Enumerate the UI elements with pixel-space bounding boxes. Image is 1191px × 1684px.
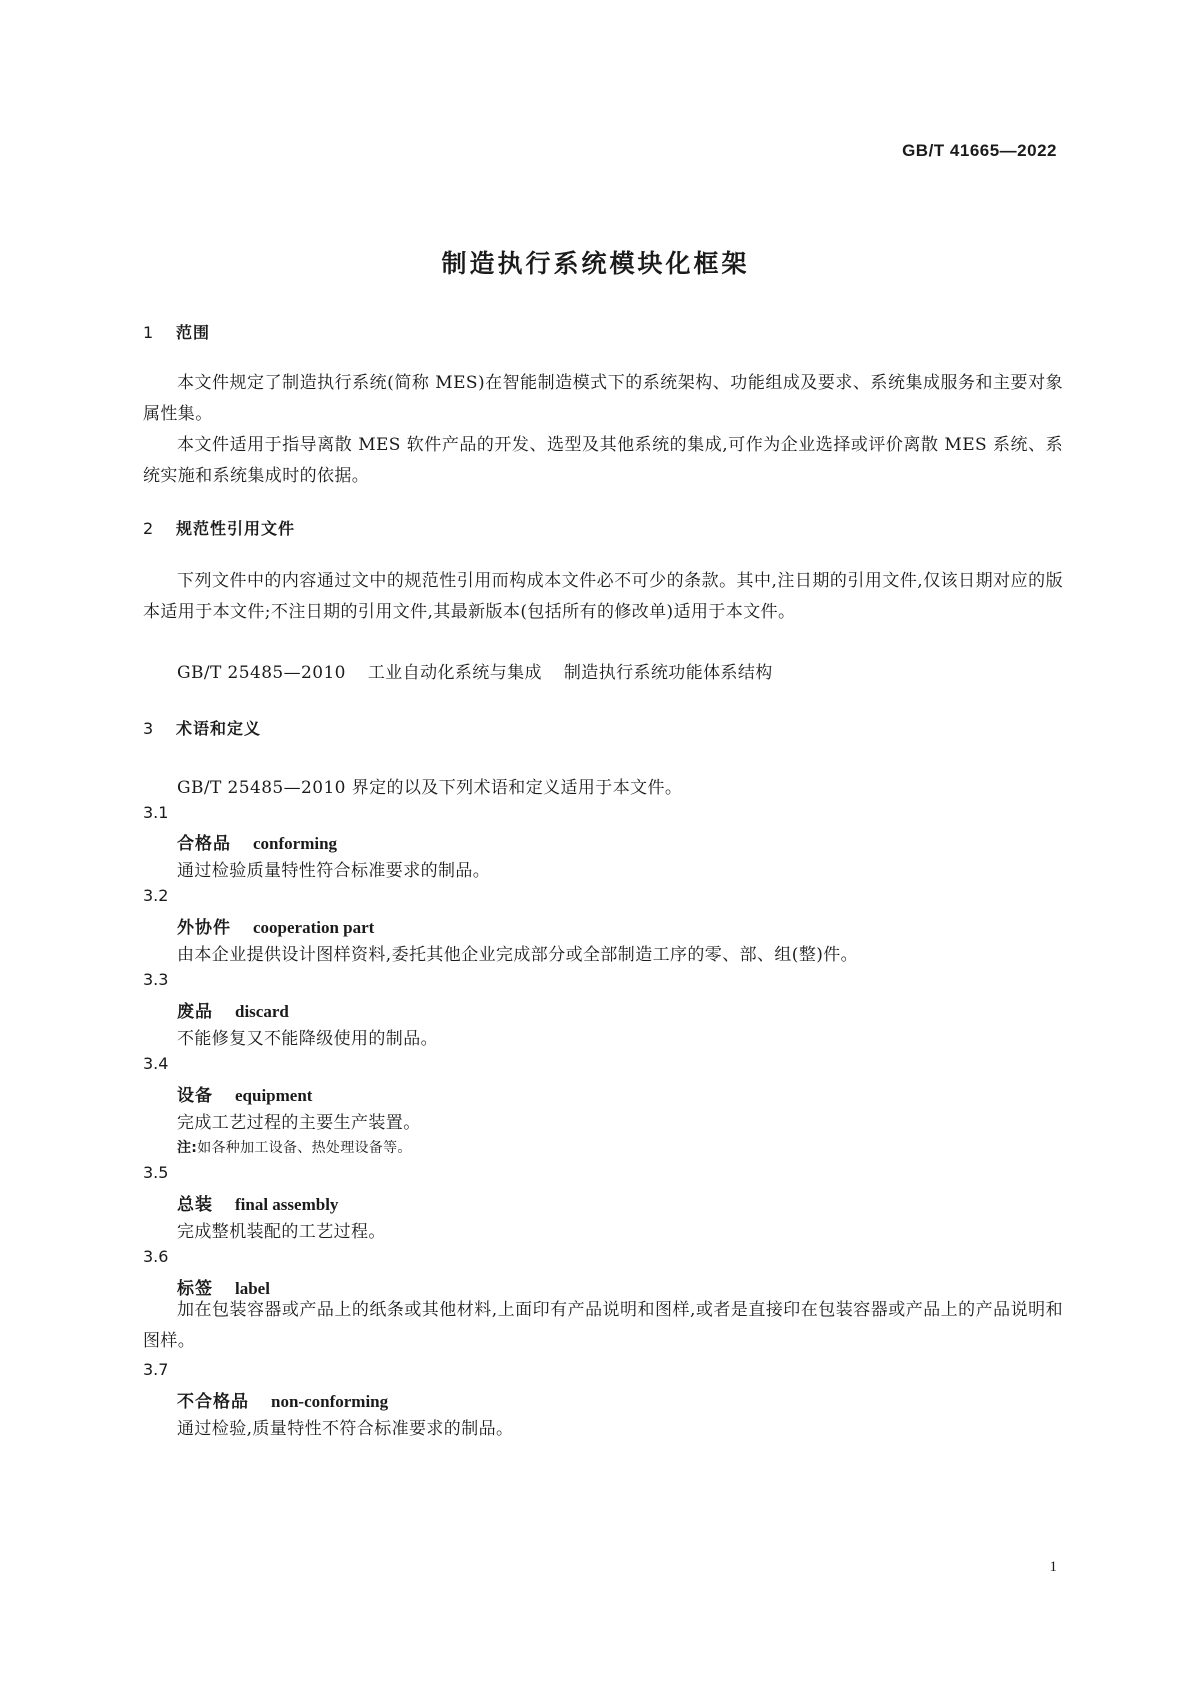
scope-paragraph-1: 本文件规定了制造执行系统(简称 MES)在智能制造模式下的系统架构、功能组成及要求、系统集成服务和主要对象属性集。 — [143, 373, 1063, 424]
section-title: 规范性引用文件 — [176, 519, 296, 538]
term-definition: 通过检验,质量特性不符合标准要求的制品。 — [177, 1419, 514, 1439]
term-definition: 加在包装容器或产品上的纸条或其他材料,上面印有产品说明和图样,或者是直接印在包装容器或产品上的产品说明和图样。 — [143, 1300, 1063, 1351]
page-number: 1 — [1049, 1559, 1057, 1575]
reference-title-part1: 工业自动化系统与集成 — [367, 663, 542, 683]
document-title: 制造执行系统模块化框架 — [441, 249, 750, 278]
references-paragraph: 下列文件中的内容通过文中的规范性引用而构成本文件必不可少的条款。其中,注日期的引用文件,仅该日期对应的版本适用于本文件;不注日期的引用文件,其最新版本(包括所有的修改单)适用于本文件。 — [143, 571, 1063, 622]
term-number: 3.1 — [143, 803, 169, 822]
section-heading-scope — [143, 320, 210, 343]
term-heading — [177, 829, 337, 854]
term-heading — [177, 997, 289, 1022]
note-label: 注: — [177, 1140, 198, 1156]
section-number: 1 — [143, 323, 155, 342]
standard-id: GB/T 41665—2022 — [902, 141, 1057, 160]
term-number: 3.4 — [143, 1054, 169, 1073]
section-title: 范围 — [176, 323, 211, 342]
term-heading — [177, 1387, 388, 1412]
term-en: label — [235, 1279, 270, 1298]
term-en: non-conforming — [271, 1392, 389, 1411]
term-definition: 不能修复又不能降级使用的制品。 — [177, 1029, 438, 1049]
term-cn: 废品 — [177, 1002, 213, 1022]
term-cn: 外协件 — [177, 918, 231, 938]
term-number: 3.6 — [143, 1247, 169, 1266]
term-heading — [177, 1081, 312, 1106]
term-en: final assembly — [235, 1195, 339, 1214]
section-heading-terms — [143, 716, 261, 739]
term-definition: 完成整机装配的工艺过程。 — [177, 1222, 386, 1242]
term-number: 3.2 — [143, 886, 169, 905]
term-heading — [177, 913, 374, 938]
term-number: 3.3 — [143, 970, 169, 989]
note-text: 如各种加工设备、热处理设备等。 — [197, 1140, 412, 1156]
term-en: discard — [235, 1002, 289, 1021]
term-cn: 设备 — [177, 1086, 213, 1106]
term-heading — [177, 1190, 338, 1215]
term-cn: 总装 — [177, 1195, 213, 1215]
term-definition: 由本企业提供设计图样资料,委托其他企业完成部分或全部制造工序的零、部、组(整)件。 — [177, 945, 859, 965]
scope-paragraph-2: 本文件适用于指导离散 MES 软件产品的开发、选型及其他系统的集成,可作为企业选择或评价离散 MES 系统、系统实施和系统集成时的依据。 — [143, 435, 1063, 486]
section-number: 3 — [143, 719, 155, 738]
section-heading-references — [143, 516, 295, 539]
term-cn: 合格品 — [177, 834, 231, 854]
term-note — [177, 1137, 412, 1157]
term-en: equipment — [235, 1086, 313, 1105]
section-number: 2 — [143, 519, 155, 538]
term-number: 3.5 — [143, 1163, 169, 1182]
term-cn: 标签 — [177, 1279, 213, 1299]
term-definition: 完成工艺过程的主要生产装置。 — [177, 1113, 421, 1133]
term-number: 3.7 — [143, 1360, 169, 1379]
reference-title-part2: 制造执行系统功能体系结构 — [563, 663, 773, 683]
term-en: cooperation part — [253, 918, 375, 937]
reference-code: GB/T 25485—2010 — [177, 663, 346, 683]
term-en: conforming — [253, 834, 338, 853]
term-definition: 通过检验质量特性符合标准要求的制品。 — [177, 861, 491, 881]
section-title: 术语和定义 — [176, 719, 262, 738]
reference-entry — [177, 658, 773, 683]
terms-intro: GB/T 25485—2010 界定的以及下列术语和定义适用于本文件。 — [177, 778, 683, 798]
term-cn: 不合格品 — [177, 1392, 249, 1412]
